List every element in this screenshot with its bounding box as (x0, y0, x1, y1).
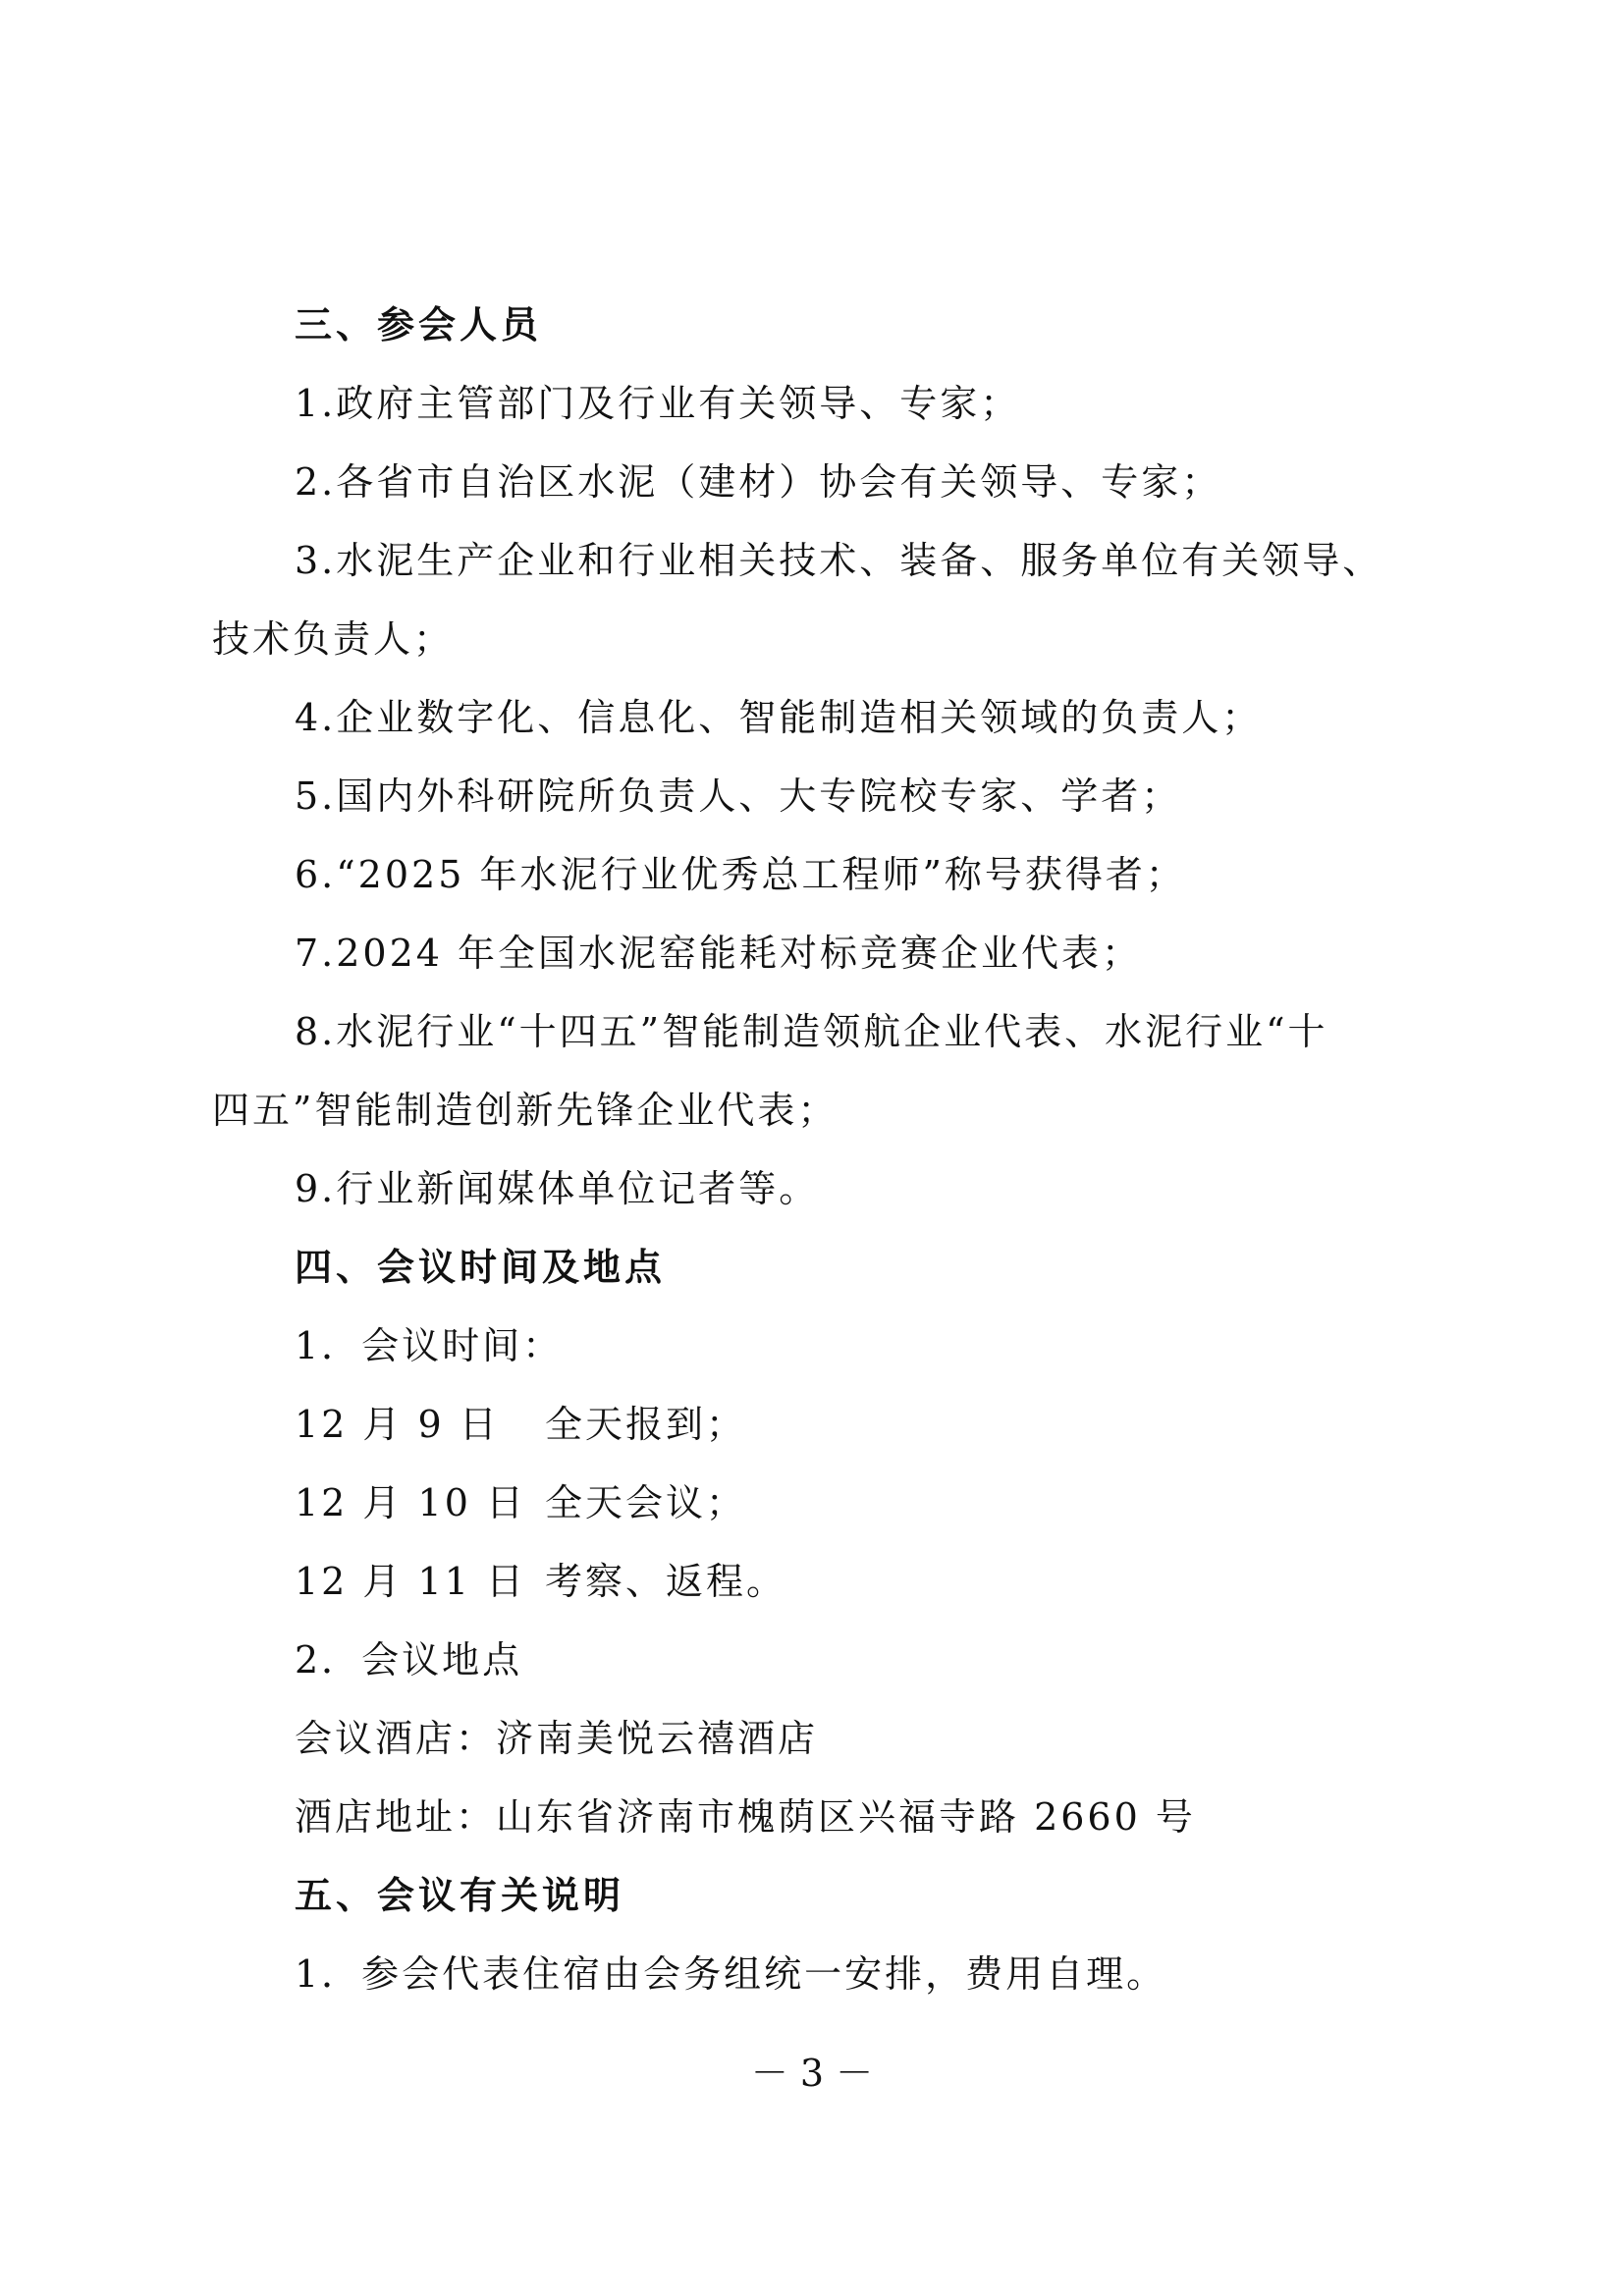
attendee-item-6: 6.“2025 年水泥行业优秀总工程师”称号获得者； (295, 853, 1186, 896)
attendee-item-8: 8.水泥行业“十四五”智能制造领航企业代表、水泥行业“十 (295, 1010, 1328, 1053)
meeting-place-label: 2．会议地点 (295, 1638, 523, 1682)
schedule-row (295, 1556, 786, 1607)
attendee-item-1: 1.政府主管部门及行业有关领导、专家； (295, 382, 1021, 425)
attendee-item-9: 9.行业新闻媒体单位记者等。 (295, 1167, 820, 1210)
schedule-date: 12 月 9 日 (295, 1403, 500, 1446)
section-heading-time-place: 四、会议时间及地点 (295, 1246, 667, 1289)
hotel-address: 酒店地址：山东省济南市槐荫区兴福寺路 2660 号 (295, 1795, 1196, 1839)
section-heading-notes: 五、会议有关说明 (295, 1874, 625, 1917)
section-heading-attendees: 三、参会人员 (295, 303, 543, 347)
attendee-item-7: 7.2024 年全国水泥窑能耗对标竞赛企业代表； (295, 932, 1143, 975)
schedule-activity: 全天会议； (545, 1481, 747, 1524)
meeting-hotel: 会议酒店：济南美悦云禧酒店 (295, 1717, 819, 1760)
attendee-item-3: 3.水泥生产企业和行业相关技术、装备、服务单位有关领导、 (295, 539, 1383, 582)
attendee-item-4: 4.企业数字化、信息化、智能制造相关领域的负责人； (295, 696, 1263, 739)
attendee-item-3-continued: 技术负责人； (212, 617, 455, 661)
schedule-activity: 考察、返程。 (545, 1560, 787, 1603)
attendee-item-5: 5.国内外科研院所负责人、大专院校专家、学者； (295, 774, 1182, 818)
attendee-item-2: 2.各省市自治区水泥（建材）协会有关领导、专家； (295, 460, 1222, 504)
meeting-time-label: 1．会议时间： (295, 1324, 564, 1367)
schedule-row (295, 1399, 746, 1450)
schedule-row (295, 1477, 746, 1528)
attendee-item-8-continued: 四五”智能制造创新先锋企业代表； (212, 1089, 839, 1132)
schedule-date: 12 月 11 日 (295, 1560, 526, 1603)
schedule-activity: 全天报到； (545, 1403, 747, 1446)
note-item-1: 1．参会代表住宿由会务组统一安排，费用自理。 (295, 1952, 1167, 1996)
schedule-date: 12 月 10 日 (295, 1481, 526, 1524)
page-number: － 3 － (750, 2052, 874, 2095)
